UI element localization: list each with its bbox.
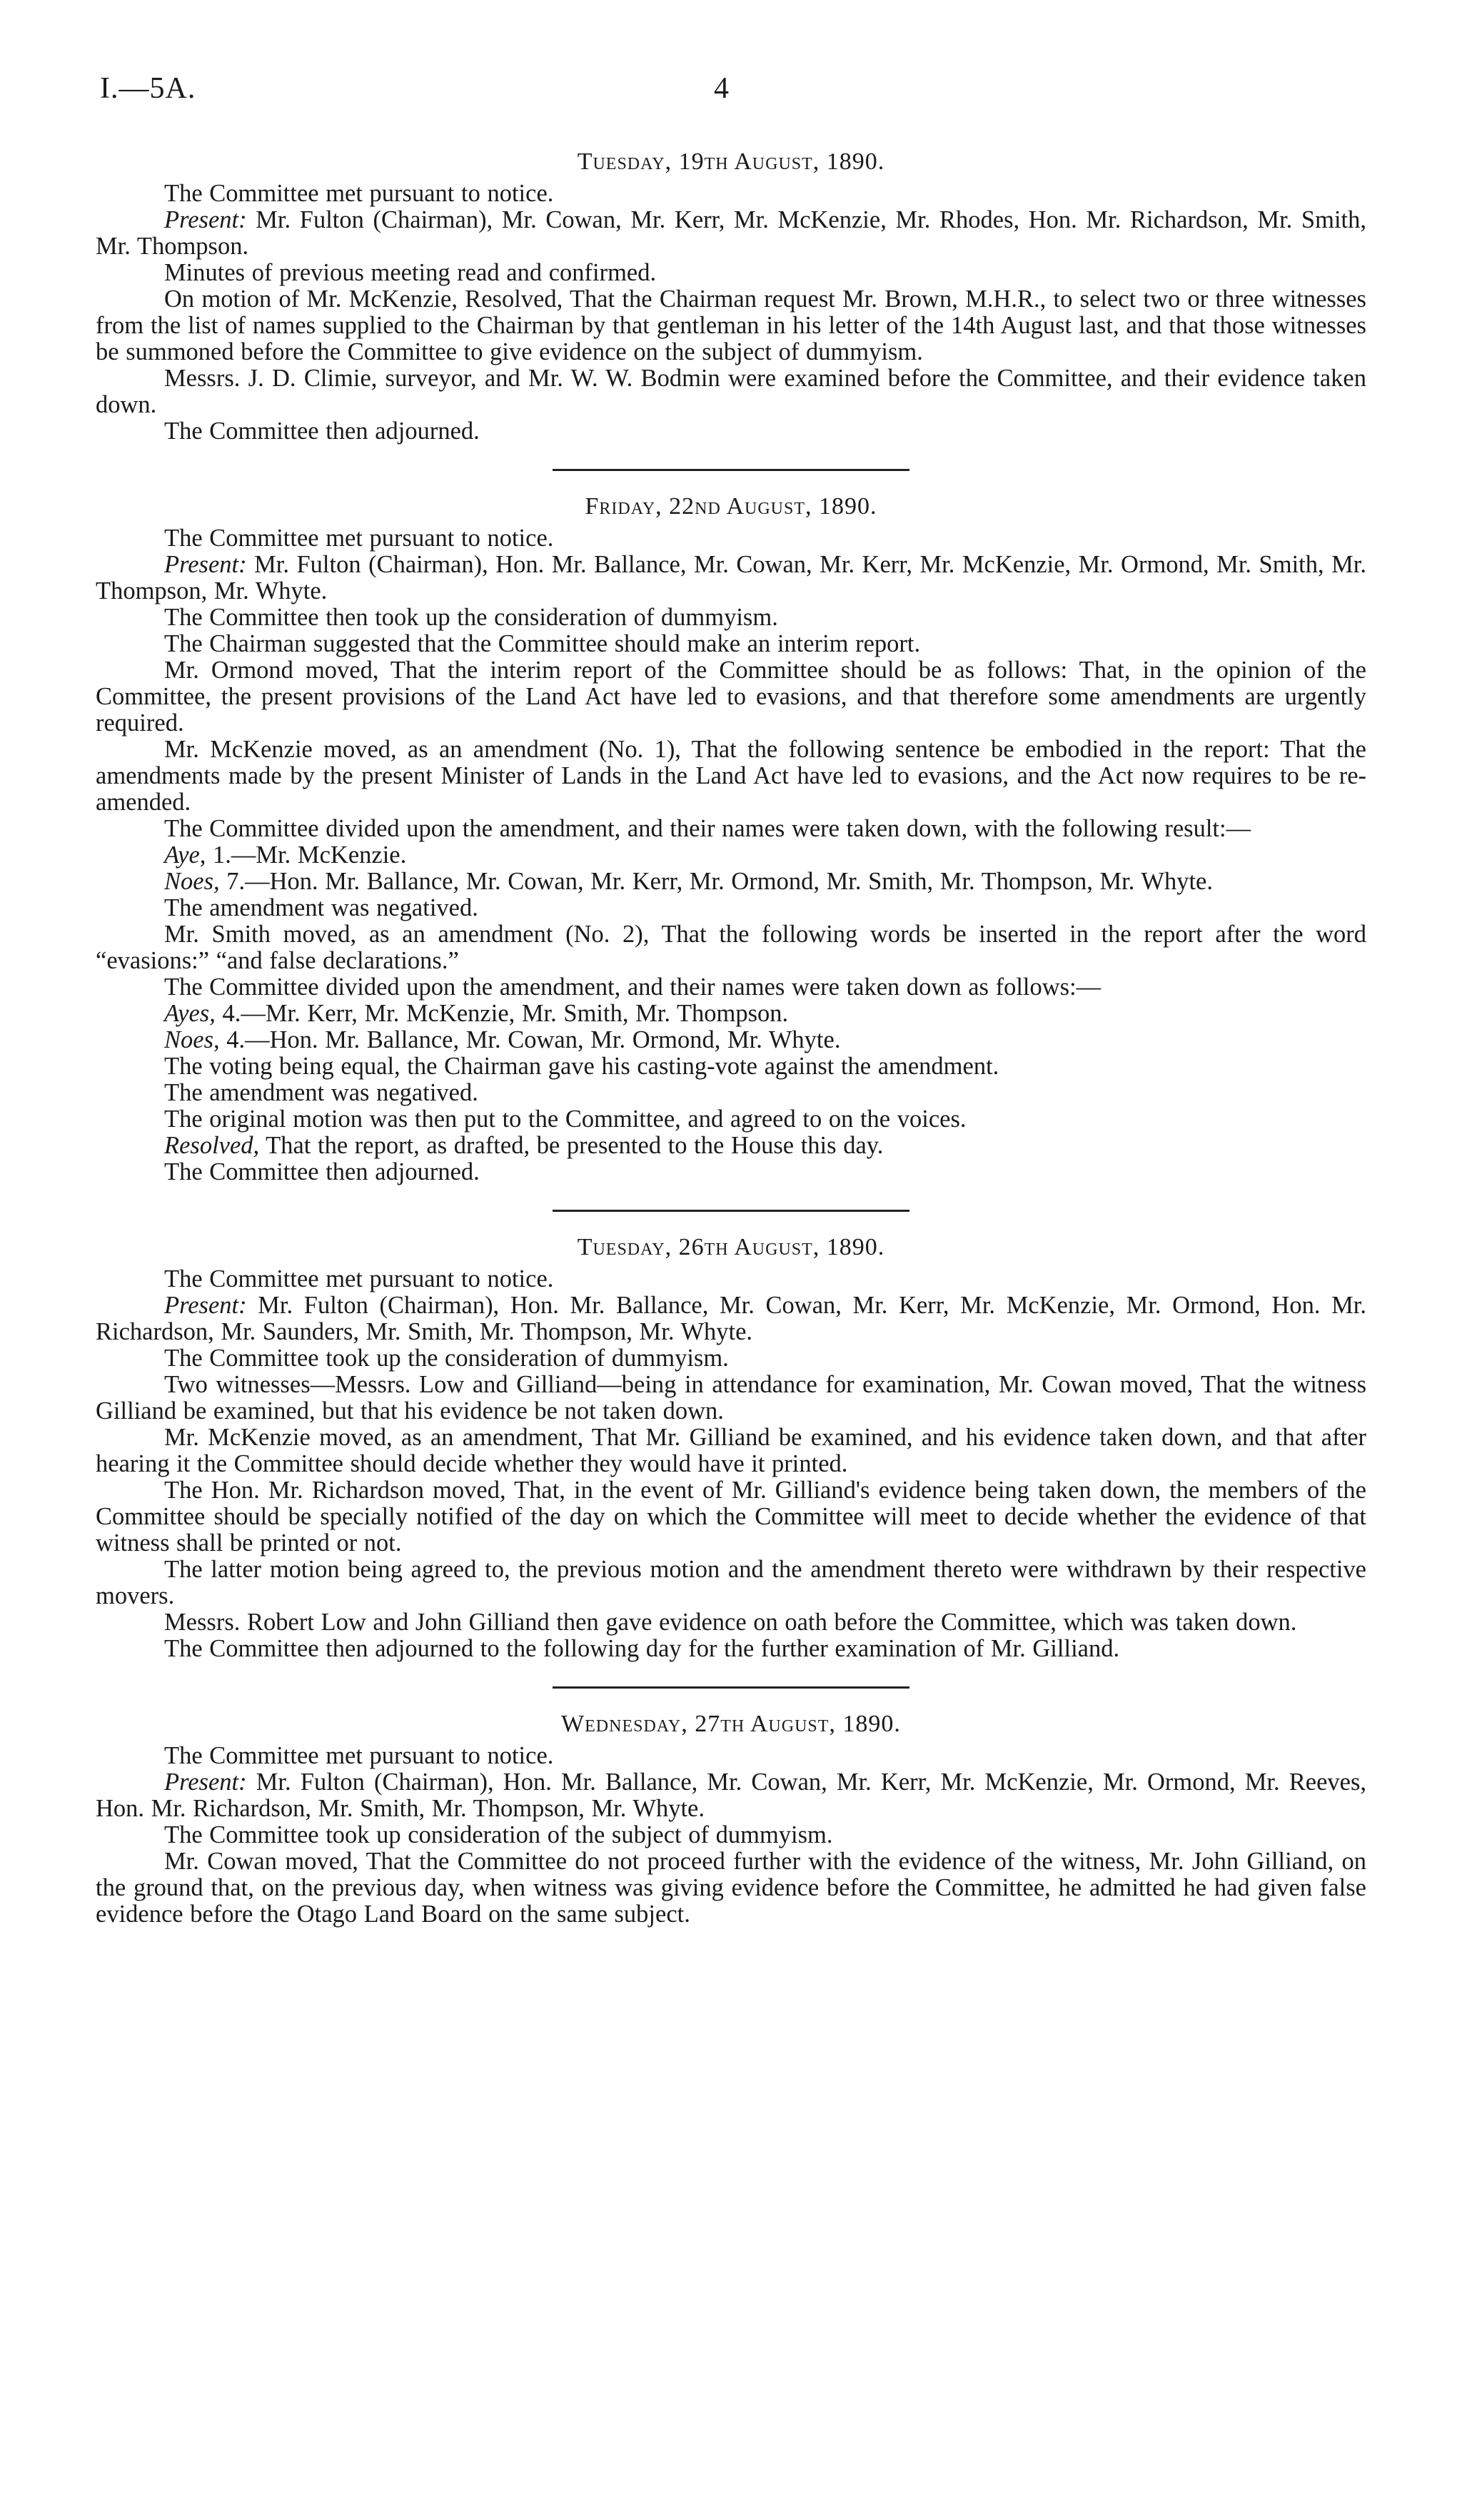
paragraph: The Committee then adjourned. [164, 418, 480, 445]
paragraph: The Committee took up consideration of the subject of dummyism. [164, 1821, 833, 1848]
paragraph: The Committee divided upon the amendment, and their names were taken down as follows:— [164, 973, 1101, 1001]
page-header [100, 71, 1371, 114]
present-paragraph: Present: Mr. Fulton (Chairman), Mr. Cowan, Mr. Kerr, Mr. McKenzie, Mr. Rhodes, Hon. Mr. Richardson, Mr. Smith, Mr. Thompson. [96, 206, 1366, 260]
vote-ayes: Ayes, 4.—Mr. Kerr, Mr. McKenzie, Mr. Smith, Mr. Thompson. [164, 1000, 789, 1027]
paragraph: The voting being equal, the Chairman gave his casting-vote against the amendment. [164, 1053, 999, 1080]
meeting-section [96, 1710, 1366, 1928]
meeting-section [96, 492, 1366, 1185]
resolved-label: Resolved, [164, 1132, 260, 1159]
paragraph: Messrs. Robert Low and John Gilliand then gave evidence on oath before the Committee, which was taken down. [164, 1609, 1297, 1636]
page-number: 4 [714, 72, 729, 105]
paragraph: The amendment was negatived. [164, 894, 478, 921]
minutes-body [96, 139, 1366, 1928]
section-divider [553, 1686, 909, 1689]
aye-label: Aye, [164, 841, 206, 869]
paragraph: The Committee met pursuant to notice. [164, 1742, 554, 1769]
paragraph: Two witnesses—Messrs. Low and Gilliand—being in attendance for examination, Mr. Cowan moved, That the witness Gilliand be examined, but that his evidence be not taken down. [96, 1371, 1366, 1425]
meeting-date-heading: Tuesday, 26th August, 1890. [577, 1234, 885, 1260]
vote-ayes: Aye, 1.—Mr. McKenzie. [164, 841, 407, 869]
meeting-section [96, 148, 1366, 445]
paragraph: Mr. McKenzie moved, as an amendment, That Mr. Gilliand be examined, and his evidence taken down, and that after hearing it the Committee should decide whether they would have it printed. [96, 1424, 1366, 1477]
paragraph: The original motion was then put to the Committee, and agreed to on the voices. [164, 1105, 967, 1133]
present-paragraph: Present: Mr. Fulton (Chairman), Hon. Mr. Ballance, Mr. Cowan, Mr. Kerr, Mr. McKenzie, Mr. Ormond, Hon. Mr. Richardson, Mr. Saunders, Mr. Smith, Mr. Thompson, Mr. Whyte. [96, 1292, 1366, 1345]
meeting-date-heading: Wednesday, 27th August, 1890. [561, 1711, 901, 1737]
paragraph: The Chairman suggested that the Committee should make an interim report. [164, 630, 921, 657]
paragraph: The Committee met pursuant to notice. [164, 525, 554, 552]
section-divider [553, 1210, 909, 1212]
present-label: Present: [164, 1768, 247, 1796]
present-label: Present: [164, 551, 247, 578]
present-label: Present: [164, 206, 247, 233]
paragraph: The Committee met pursuant to notice. [164, 1265, 554, 1292]
noes-label: Noes, [164, 1026, 220, 1053]
meeting-section [96, 1233, 1366, 1662]
paragraph: The amendment was negatived. [164, 1079, 478, 1106]
present-paragraph: Present: Mr. Fulton (Chairman), Hon. Mr. Ballance, Mr. Cowan, Mr. Kerr, Mr. McKenzie, Mr. Ormond, Mr. Reeves, Hon. Mr. Richardson, Mr. Smith, Mr. Thompson, Mr. Whyte. [96, 1768, 1366, 1822]
paragraph: Mr. Cowan moved, That the Committee do not proceed further with the evidence of the witness, Mr. John Gilliand, on the ground that, on the previous day, when witness was giving evidence before the Committee, he admitted he had given false evidence before the Otago Land Board on the same subject. [96, 1848, 1366, 1928]
paragraph: The latter motion being agreed to, the previous motion and the amendment thereto were withdrawn by their respective movers. [96, 1556, 1366, 1609]
present-label: Present: [164, 1292, 247, 1319]
paragraph: The Committee divided upon the amendment, and their names were taken down, with the following result:— [164, 815, 1251, 842]
paragraph: The Committee then took up the consideration of dummyism. [164, 604, 778, 631]
section-divider [553, 469, 909, 471]
paragraph: The Committee took up the consideration of dummyism. [164, 1345, 729, 1372]
paragraph: The Committee met pursuant to notice. [164, 180, 554, 207]
resolved-paragraph: Resolved, That the report, as drafted, be presented to the House this day. [164, 1132, 884, 1159]
paragraph: Messrs. J. D. Climie, surveyor, and Mr. W. W. Bodmin were examined before the Committee, and their evidence taken down. [96, 365, 1366, 418]
vote-noes: Noes, 4.—Hon. Mr. Ballance, Mr. Cowan, Mr. Ormond, Mr. Whyte. [164, 1026, 841, 1053]
present-paragraph: Present: Mr. Fulton (Chairman), Hon. Mr. Ballance, Mr. Cowan, Mr. Kerr, Mr. McKenzie, Mr. Ormond, Mr. Smith, Mr. Thompson, Mr. Whyte. [96, 551, 1366, 604]
ayes-label: Ayes, [164, 1000, 216, 1027]
noes-label: Noes, [164, 868, 220, 895]
paragraph: Minutes of previous meeting read and confirmed. [164, 259, 657, 286]
paper-reference: I.—5A. [100, 72, 196, 105]
paragraph: The Committee then adjourned to the following day for the further examination of Mr. Gilliand. [164, 1635, 1120, 1662]
paragraph: The Committee then adjourned. [164, 1158, 480, 1185]
paragraph: On motion of Mr. McKenzie, Resolved, That the Chairman request Mr. Brown, M.H.R., to select two or three witnesses from the list of names supplied to the Chairman by that gentleman in his letter of the 14th August last, and that those witnesses be summoned before the Committee to give evidence on the subject of dummyism. [96, 285, 1366, 365]
paragraph: The Hon. Mr. Richardson moved, That, in the event of Mr. Gilliand's evidence being taken down, the members of the Committee should be specially notified of the day on which the Committee will meet to decide whether the evidence of that witness shall be printed or not. [96, 1477, 1366, 1557]
paragraph: Mr. Smith moved, as an amendment (No. 2), That the following words be inserted in the report after the word “evasions:” “and false declarations.” [96, 921, 1366, 974]
meeting-date-heading: Friday, 22nd August, 1890. [585, 493, 877, 520]
paragraph: Mr. McKenzie moved, as an amendment (No. 1), That the following sentence be embodied in the report: That the amendments made by the present Minister of Lands in the Land Act have led to evasions, and the Act now requires to be re-amended. [96, 736, 1366, 816]
vote-noes: Noes, 7.—Hon. Mr. Ballance, Mr. Cowan, Mr. Kerr, Mr. Ormond, Mr. Smith, Mr. Thompson, Mr. Whyte. [164, 868, 1213, 895]
paragraph: Mr. Ormond moved, That the interim report of the Committee should be as follows: That, in the opinion of the Committee, the present provisions of the Land Act have led to evasions, and that therefore some amendments are urgently required. [96, 657, 1366, 737]
meeting-date-heading: Tuesday, 19th August, 1890. [577, 148, 885, 175]
